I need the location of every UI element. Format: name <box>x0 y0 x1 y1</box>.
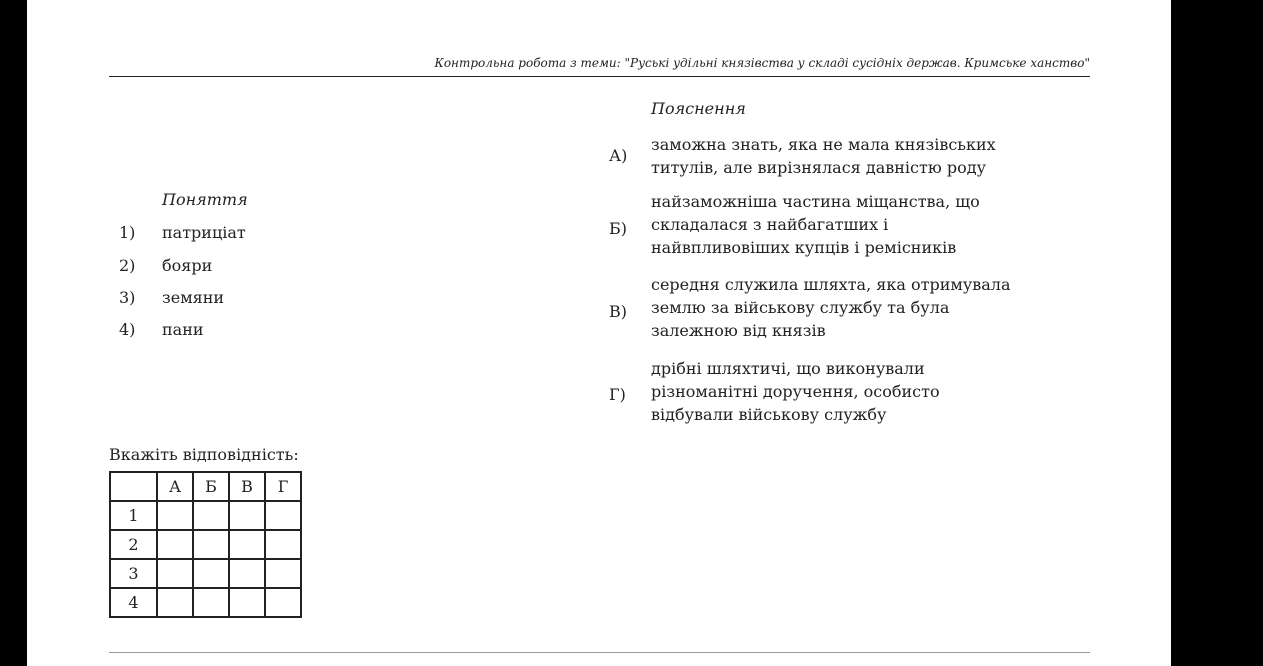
table-corner-cell <box>110 472 157 501</box>
explanation-line: заможна знать, яка не мала князівських <box>651 135 996 154</box>
answer-cell[interactable] <box>157 530 193 559</box>
row-header: 2 <box>110 530 157 559</box>
document-page <box>27 0 1171 666</box>
explanation-letter: Г) <box>609 385 626 404</box>
answer-cell[interactable] <box>265 588 301 617</box>
answer-cell[interactable] <box>265 559 301 588</box>
explanation-letter: Б) <box>609 219 627 238</box>
table-row <box>110 588 301 617</box>
column-header: А <box>157 472 193 501</box>
explanation-line: землю за військову службу та була <box>651 298 950 317</box>
explanation-text <box>651 190 980 259</box>
explanation-line: найвпливовіших купців і ремісників <box>651 238 957 257</box>
column-header: Г <box>265 472 301 501</box>
explanation-line: найзаможніша частина міщанства, що <box>651 192 980 211</box>
concept-number: 3) <box>119 288 136 307</box>
answer-cell[interactable] <box>193 559 229 588</box>
table-row <box>110 559 301 588</box>
explanation-line: складалася з найбагатших і <box>651 215 889 234</box>
answer-cell[interactable] <box>157 501 193 530</box>
answer-cell[interactable] <box>229 588 265 617</box>
answer-cell[interactable] <box>157 559 193 588</box>
explanation-text <box>651 273 1010 342</box>
explanation-letter: А) <box>609 146 628 165</box>
column-header: В <box>229 472 265 501</box>
concept-number: 4) <box>119 320 136 339</box>
answer-cell[interactable] <box>265 530 301 559</box>
row-header: 1 <box>110 501 157 530</box>
concept-text: патриціат <box>162 223 246 242</box>
answer-cell[interactable] <box>193 588 229 617</box>
explanation-text <box>651 133 996 179</box>
task-label: Вкажіть відповідність: <box>109 445 299 464</box>
answer-table <box>109 471 302 618</box>
answer-cell[interactable] <box>265 501 301 530</box>
page-header: Контрольна робота з теми: "Руські удільні князівства у складі сусідніх держав. Кримське ханство" <box>109 54 1090 77</box>
explanation-text <box>651 357 940 426</box>
explanation-line: середня служила шляхта, яка отримувала <box>651 275 1011 294</box>
table-row <box>110 501 301 530</box>
row-header: 3 <box>110 559 157 588</box>
explanation-line: різноманітні доручення, особисто <box>651 382 940 401</box>
answer-cell[interactable] <box>193 530 229 559</box>
explanation-line: дрібні шляхтичі, що виконували <box>651 359 925 378</box>
row-header: 4 <box>110 588 157 617</box>
table-row <box>110 530 301 559</box>
explanation-line: титулів, але вирізнялася давністю роду <box>651 158 987 177</box>
concept-text: земяни <box>162 288 225 307</box>
concepts-title: Поняття <box>162 190 248 209</box>
answer-cell[interactable] <box>229 530 265 559</box>
concept-number: 2) <box>119 256 136 275</box>
answer-cell[interactable] <box>229 501 265 530</box>
concept-text: пани <box>162 320 204 339</box>
footer-divider <box>109 652 1090 653</box>
answer-cell[interactable] <box>157 588 193 617</box>
column-header: Б <box>193 472 229 501</box>
concept-text: бояри <box>162 256 213 275</box>
concept-number: 1) <box>119 223 136 242</box>
explanation-line: відбували військову службу <box>651 405 887 424</box>
explanation-letter: В) <box>609 302 627 321</box>
answer-cell[interactable] <box>193 501 229 530</box>
explanation-line: залежною від князів <box>651 321 826 340</box>
answer-cell[interactable] <box>229 559 265 588</box>
explanations-title: Пояснення <box>651 99 746 118</box>
